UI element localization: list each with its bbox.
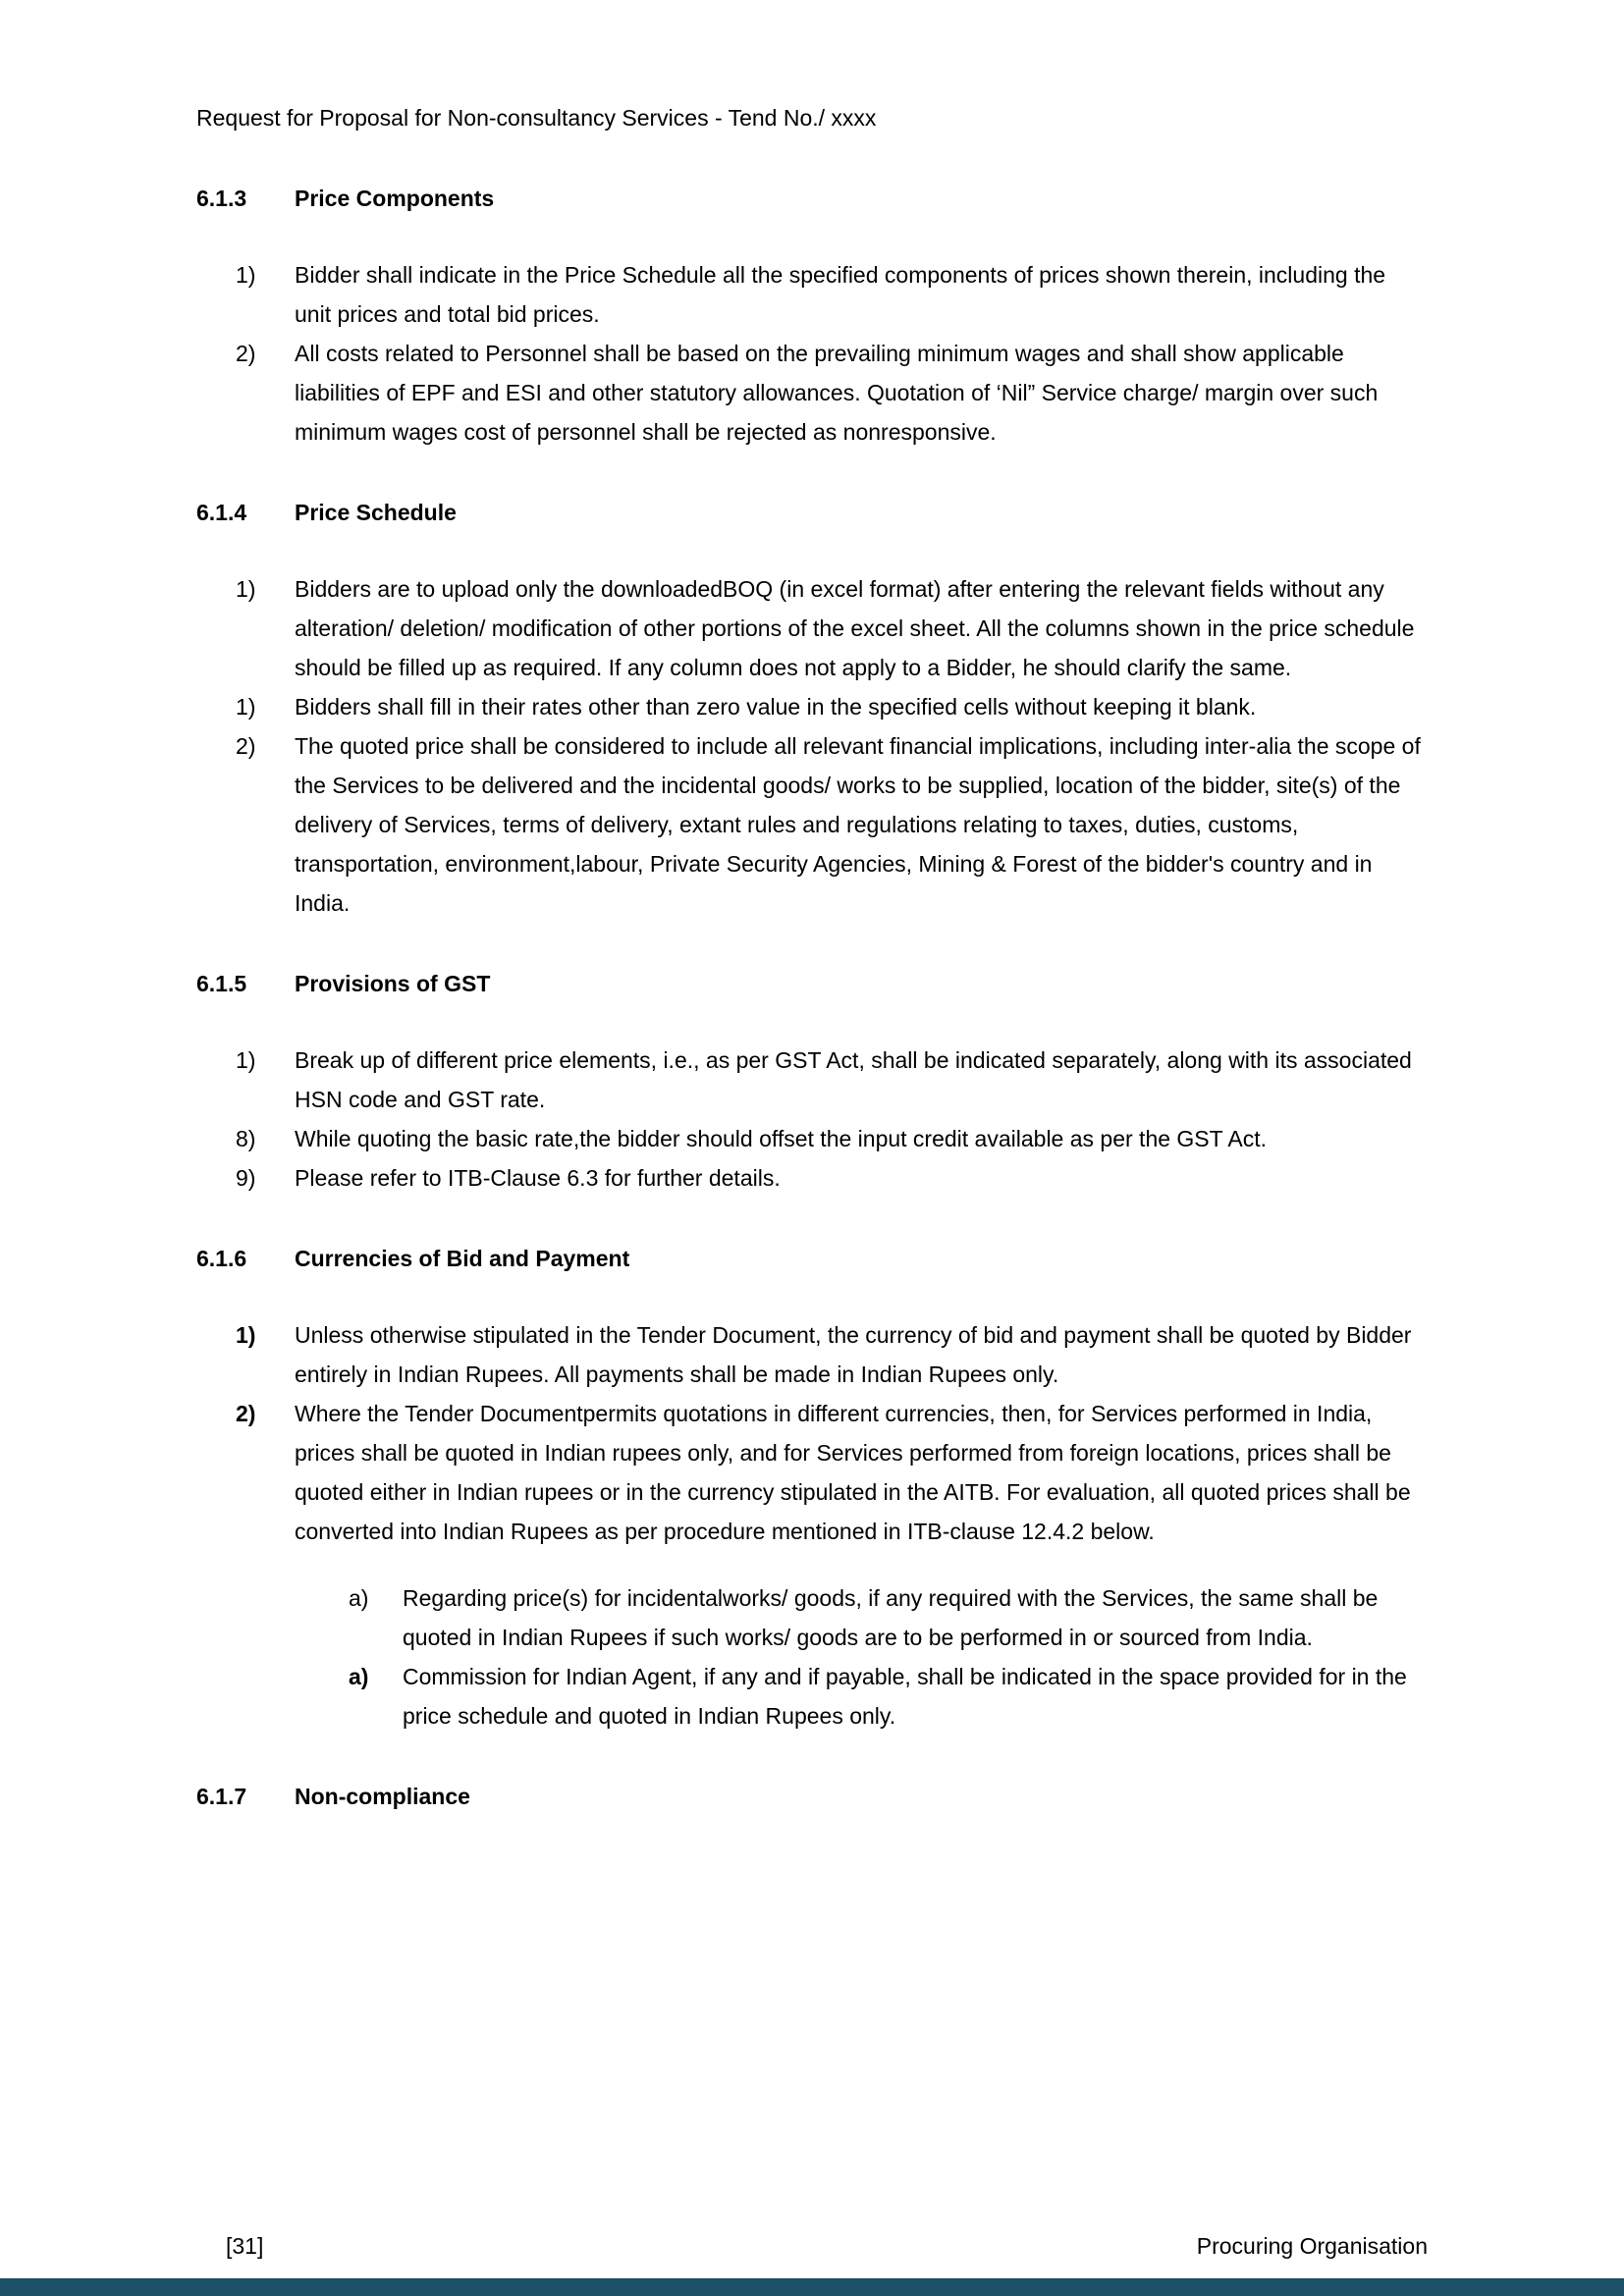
section-number: 6.1.3 — [196, 186, 247, 211]
numbered-list — [196, 569, 1428, 923]
section-price-components — [196, 179, 1428, 452]
list-item — [196, 687, 1428, 726]
numbered-list — [196, 1041, 1428, 1198]
list-text: Bidders shall fill in their rates other than zero value in the specified cells without keeping it blank. — [295, 694, 1257, 720]
list-marker: a) — [349, 1585, 369, 1611]
list-item — [196, 1158, 1428, 1198]
list-text: Bidder shall indicate in the Price Schedule all the specified components of prices shown therein, including the unit prices and total bid prices. — [295, 262, 1386, 327]
list-text: Unless otherwise stipulated in the Tender Document, the currency of bid and payment shall be quoted by Bidder entirely in Indian Rupees. All payments shall be made in Indian Rupees only. — [295, 1322, 1412, 1387]
numbered-list — [196, 255, 1428, 452]
list-marker: 1) — [236, 576, 256, 602]
list-marker: 8) — [236, 1126, 256, 1151]
footer-page-number: [31] — [226, 2233, 264, 2259]
section-heading — [196, 493, 1428, 532]
list-text: All costs related to Personnel shall be based on the prevailing minimum wages and shall show applicable liabilities of EPF and ESI and other statutory allowances. Quotation of ‘Nil” Service charge/ margin over such minimum wages cost of personnel shall be rejected as nonresponsive. — [295, 341, 1379, 445]
list-item — [196, 569, 1428, 687]
list-marker: 2) — [236, 733, 256, 759]
list-text: Bidders are to upload only the downloadedBOQ (in excel format) after entering the relevant fields without any alteration/ deletion/ modification of other portions of the excel sheet. All the columns shown in the price schedule should be filled up as required. If any column does not apply to a Bidder, he should clarify the same. — [295, 576, 1415, 680]
page-header: Request for Proposal for Non-consultancy Services - Tend No./ xxxx — [196, 105, 877, 131]
list-item — [196, 255, 1428, 334]
section-number: 6.1.6 — [196, 1246, 247, 1271]
list-item — [196, 1041, 1428, 1119]
list-marker: 2) — [236, 341, 256, 366]
section-heading — [196, 1777, 1428, 1816]
list-item — [196, 1578, 1428, 1657]
section-title: Non-compliance — [295, 1784, 470, 1809]
list-marker: 1) — [236, 694, 256, 720]
section-number: 6.1.4 — [196, 500, 247, 525]
page-footer — [226, 2231, 1428, 2261]
lettered-sublist — [196, 1578, 1428, 1735]
section-title: Price Components — [295, 186, 495, 211]
section-price-schedule — [196, 493, 1428, 923]
bottom-bar — [0, 2278, 1624, 2296]
section-heading — [196, 179, 1428, 218]
section-heading — [196, 964, 1428, 1003]
section-number: 6.1.7 — [196, 1784, 247, 1809]
list-text: Please refer to ITB-Clause 6.3 for further details. — [295, 1165, 781, 1191]
list-marker: 9) — [236, 1165, 256, 1191]
list-marker: 2) — [236, 1401, 256, 1426]
section-title: Provisions of GST — [295, 971, 491, 996]
list-item — [196, 334, 1428, 452]
list-marker: 1) — [236, 1047, 256, 1073]
list-text: Commission for Indian Agent, if any and if payable, shall be indicated in the space provided for in the price schedule and quoted in Indian Rupees only. — [403, 1664, 1407, 1729]
list-item — [196, 1394, 1428, 1551]
list-item — [196, 1657, 1428, 1735]
list-text: The quoted price shall be considered to include all relevant financial implications, including inter-alia the scope of the Services to be delivered and the incidental goods/ works to be supplied, location of the bidder, site(s) of the delivery of Services, terms of delivery, extant rules and regulations relating to taxes, duties, customs, transportation, environment,labour, Private Security Agencies, Mining & Forest of the bidder's country and in India. — [295, 733, 1421, 916]
list-marker: a) — [349, 1664, 369, 1689]
list-item — [196, 726, 1428, 923]
footer-organisation: Procuring Organisation — [1196, 2233, 1428, 2259]
section-currencies-of-bid-and-payment — [196, 1239, 1428, 1735]
section-heading — [196, 1239, 1428, 1278]
section-title: Currencies of Bid and Payment — [295, 1246, 630, 1271]
list-text: Where the Tender Documentpermits quotations in different currencies, then, for Services performed in India, prices shall be quoted in Indian rupees only, and for Services performed from foreign locations, prices shall be quoted either in Indian rupees or in the currency stipulated in the AITB. For evaluation, all quoted prices shall be converted into Indian Rupees as per procedure mentioned in ITB-clause 12.4.2 below. — [295, 1401, 1411, 1544]
list-text: While quoting the basic rate,the bidder should offset the input credit available as per the GST Act. — [295, 1126, 1268, 1151]
list-text: Regarding price(s) for incidentalworks/ goods, if any required with the Services, the same shall be quoted in Indian Rupees if such works/ goods are to be performed in or sourced from India. — [403, 1585, 1379, 1650]
section-non-compliance — [196, 1777, 1428, 1816]
list-text: Break up of different price elements, i.e., as per GST Act, shall be indicated separately, along with its associated HSN code and GST rate. — [295, 1047, 1412, 1112]
list-item — [196, 1315, 1428, 1394]
section-provisions-of-gst — [196, 964, 1428, 1198]
section-number: 6.1.5 — [196, 971, 247, 996]
list-item — [196, 1119, 1428, 1158]
list-marker: 1) — [236, 262, 256, 288]
section-title: Price Schedule — [295, 500, 457, 525]
list-marker: 1) — [236, 1322, 256, 1348]
numbered-list — [196, 1315, 1428, 1551]
